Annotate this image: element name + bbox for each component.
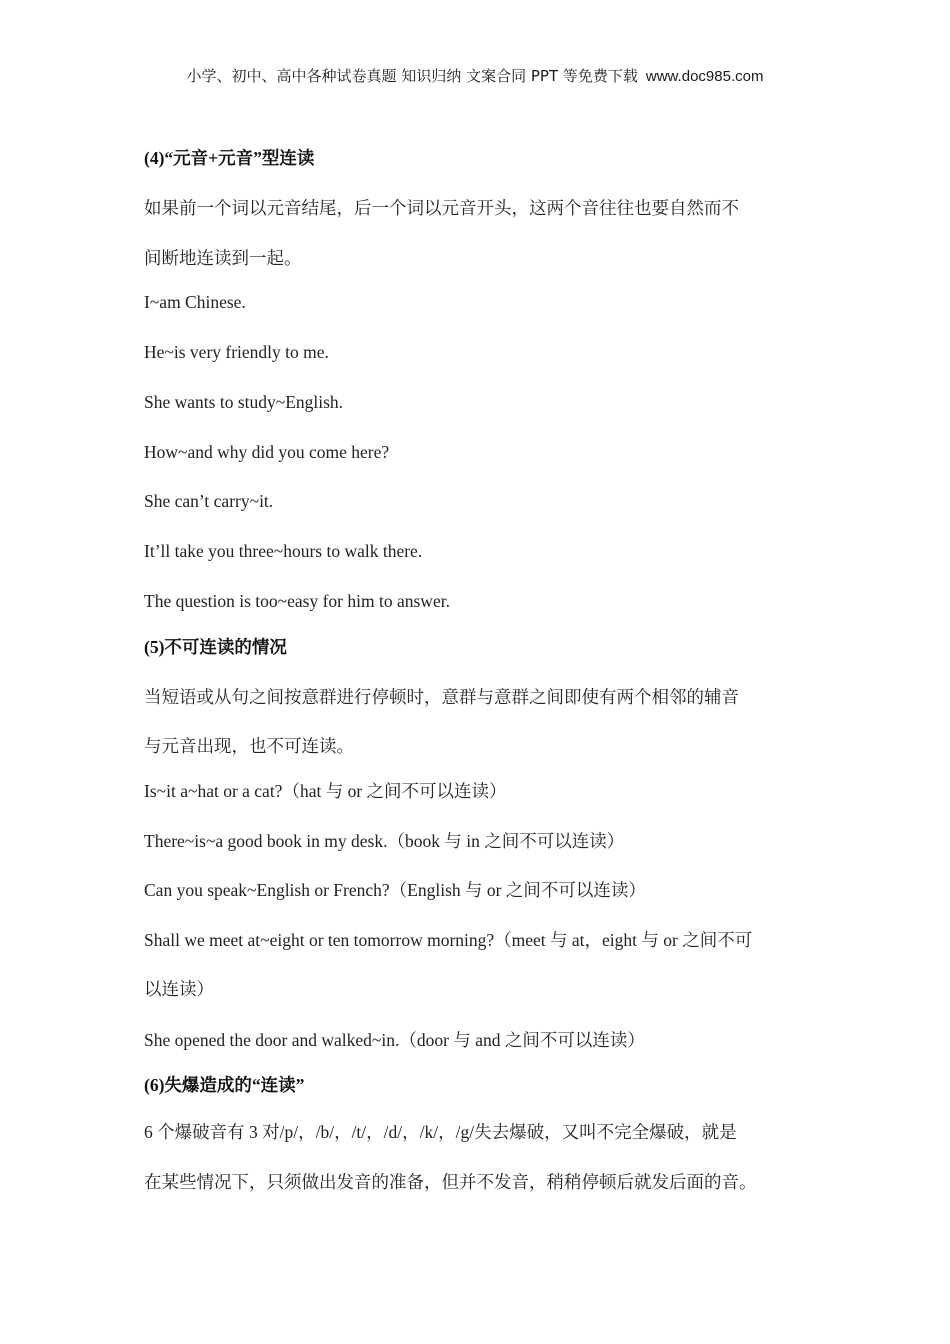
example-sentence: She opened the door and walked~in.（door 与 and 之间不可以连读） — [144, 1030, 645, 1050]
paragraph-line: 如果前一个词以元音结尾，后一个词以元音开头，这两个音往往也要自然而不 — [144, 198, 739, 218]
example-sentence: He~is very friendly to me. — [144, 342, 329, 362]
heading-no-linking-cases: (5)不可连读的情况 — [144, 637, 287, 657]
header-site-link[interactable]: www.doc985.com — [645, 68, 764, 85]
example-sentence-continued: 以连读） — [144, 979, 214, 999]
example-sentence: Can you speak~English or French?（English 与 or 之间不可以连读） — [144, 880, 646, 900]
example-sentence: She can’t carry~it. — [144, 491, 274, 511]
example-sentence: I~am Chinese. — [144, 292, 246, 312]
example-sentence: Is~it a~hat or a cat?（hat 与 or 之间不可以连读） — [144, 781, 507, 801]
paragraph-line: 间断地连读到一起。 — [144, 248, 302, 268]
example-sentence: The question is too~easy for him to answer. — [144, 591, 450, 611]
paragraph-line: 当短语或从句之间按意群进行停顿时，意群与意群之间即使有两个相邻的辅音 — [144, 687, 739, 707]
example-sentence: Shall we meet at~eight or ten tomorrow morning?（meet 与 at，eight 与 or 之间不可 — [144, 930, 753, 950]
example-sentence: How~and why did you come here? — [144, 442, 390, 462]
paragraph-line: 在某些情况下，只须做出发音的准备，但并不发音，稍稍停顿后就发后面的音。 — [144, 1172, 757, 1192]
heading-incomplete-plosion: (6)失爆造成的“连读” — [144, 1075, 305, 1095]
example-sentence: She wants to study~English. — [144, 392, 344, 412]
paragraph-line: 与元音出现，也不可连读。 — [144, 736, 354, 756]
paragraph-line: 6 个爆破音有 3 对/p/，/b/，/t/，/d/，/k/，/g/失去爆破，又叫不完全爆破，就是 — [144, 1122, 737, 1142]
header-text: 小学、初中、高中各种试卷真题 知识归纳 文案合同 PPT 等免费下载 — [186, 67, 638, 85]
example-sentence: There~is~a good book in my desk.（book 与 in 之间不可以连读） — [144, 831, 625, 851]
heading-vowel-vowel-linking: (4)“元音+元音”型连读 — [144, 148, 315, 168]
page-header — [0, 65, 950, 86]
example-sentence: It’ll take you three~hours to walk there. — [144, 541, 423, 561]
